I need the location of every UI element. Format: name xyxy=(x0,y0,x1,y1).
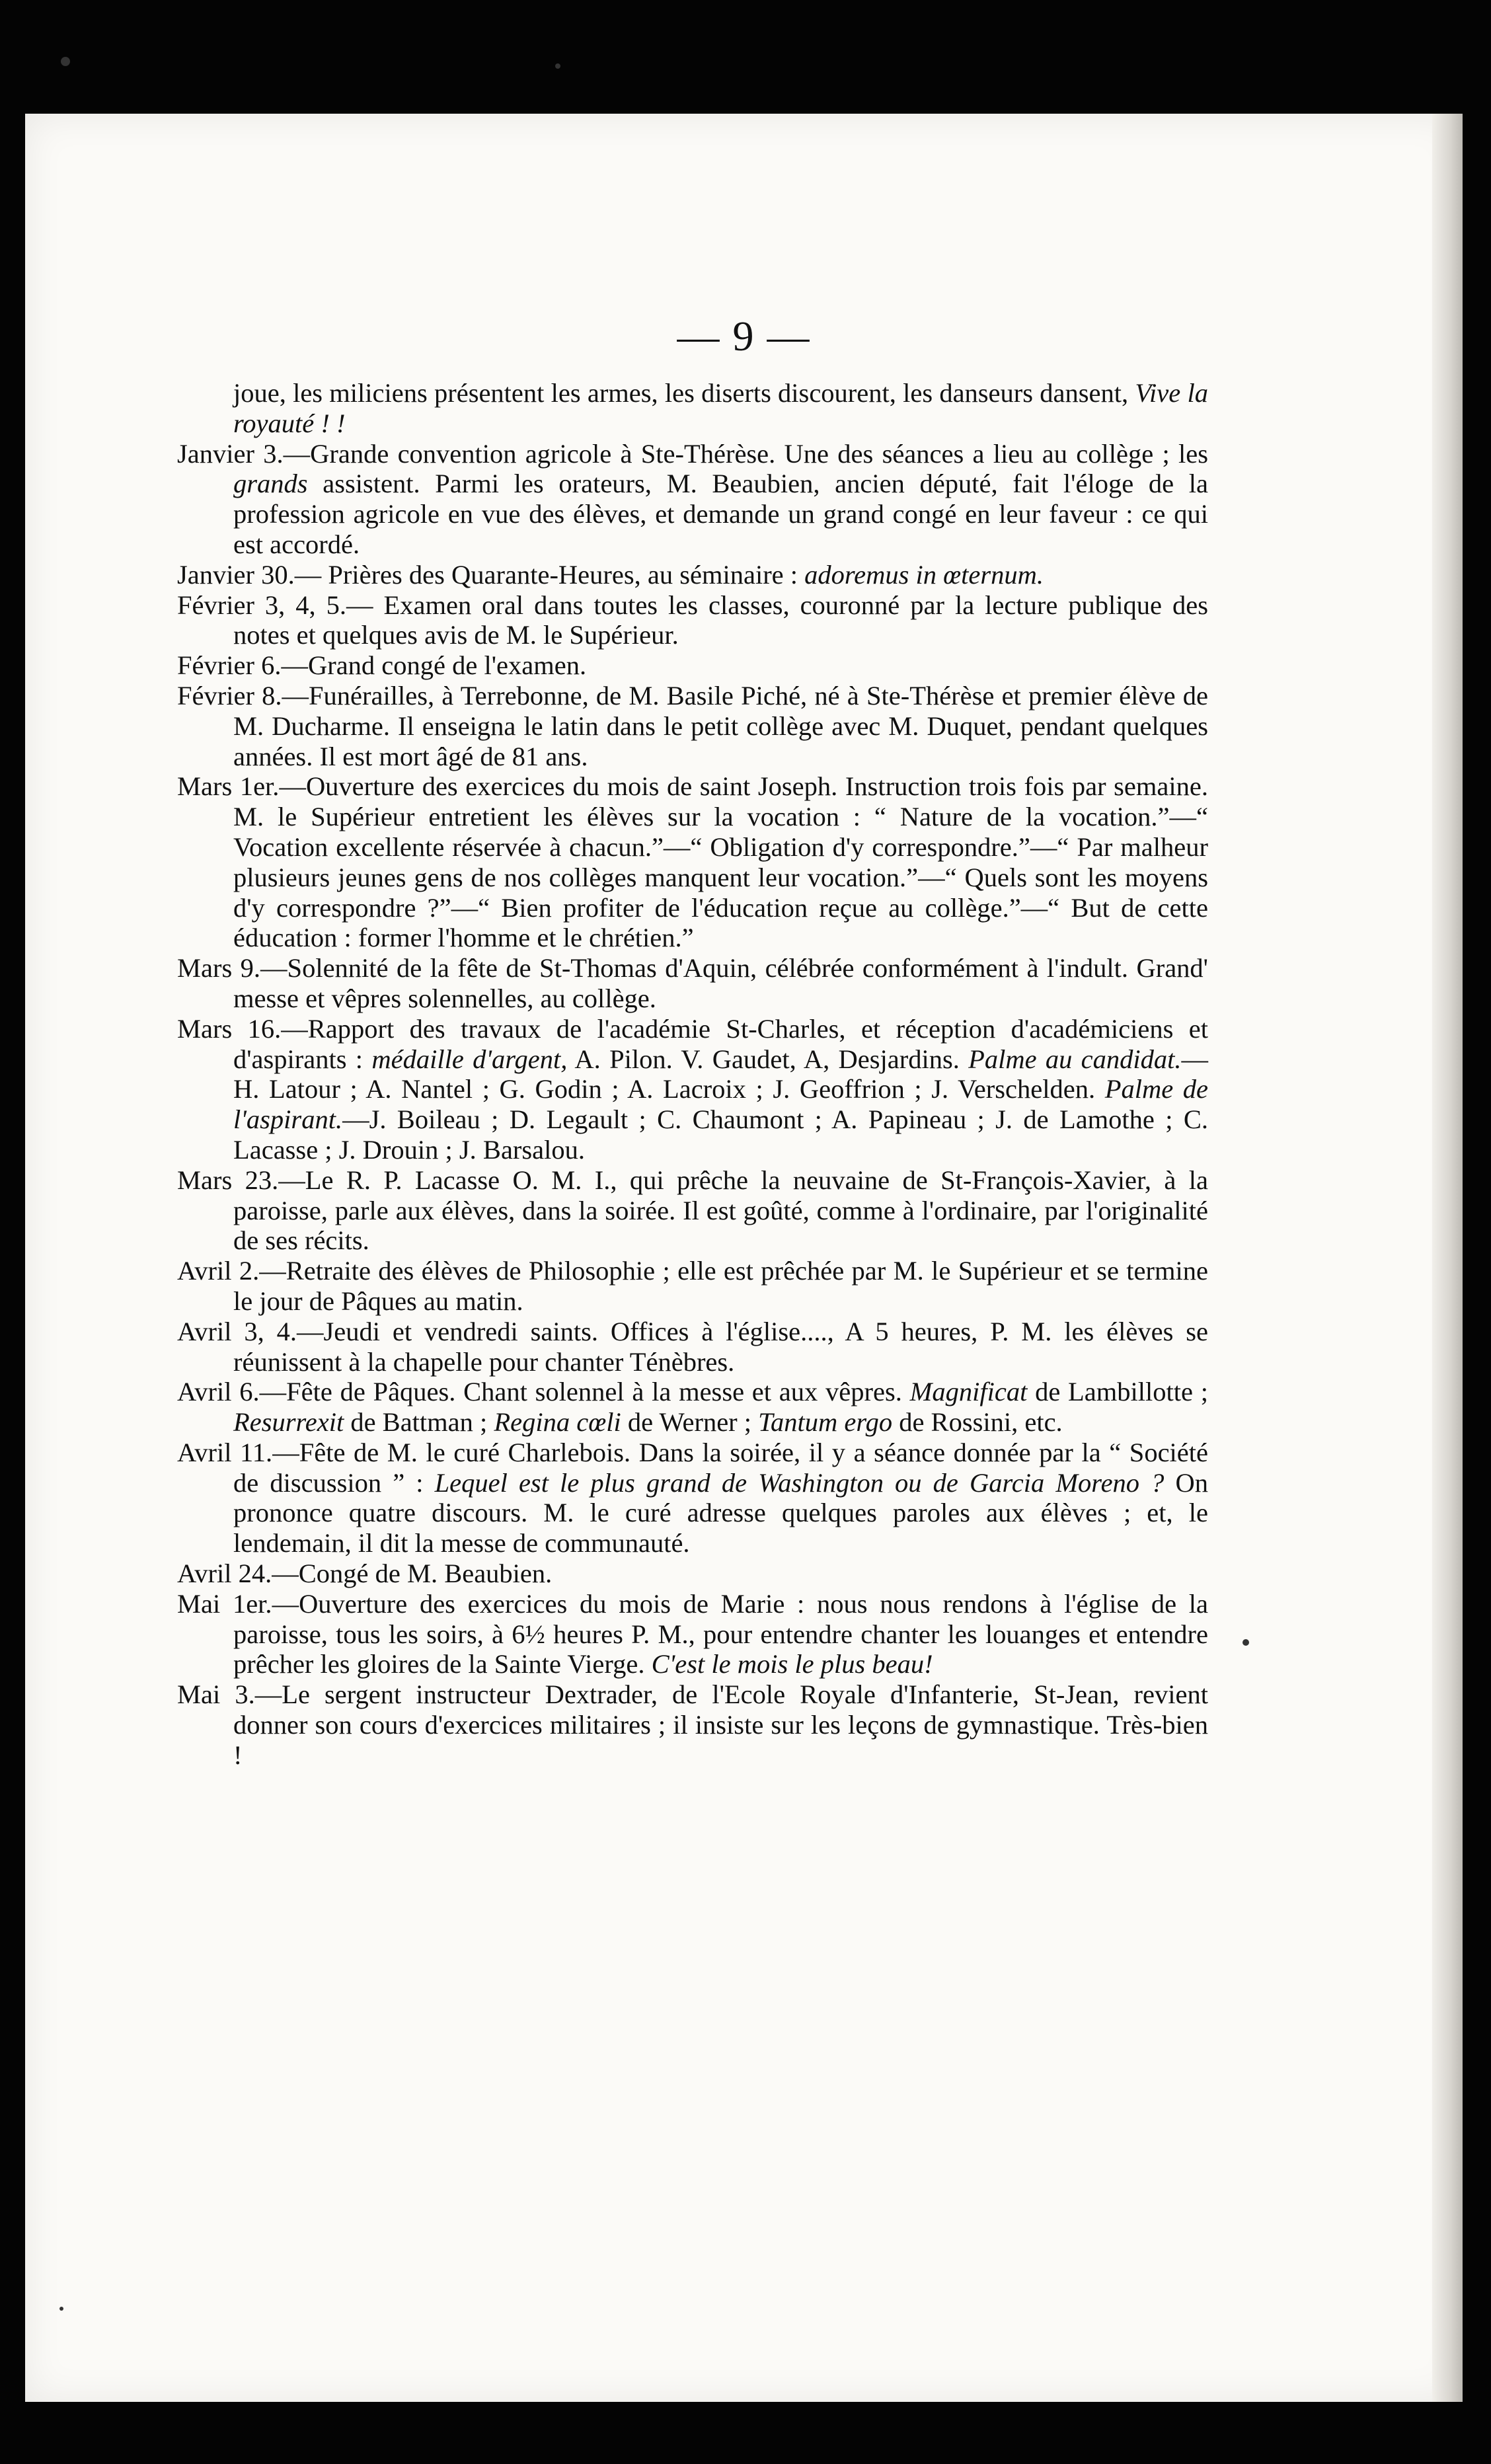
entry-text: assistent. Parmi les orateurs, M. Beaubien, ancien député, fait l'éloge de la profession agricole en vue des élèves, et demande un grand congé en leur faveur : ce qui est accordé. xyxy=(233,469,1208,559)
entry-italic-text: C'est le mois le plus beau! xyxy=(651,1649,933,1679)
chronicle-entry xyxy=(177,590,1208,651)
entry-text: —Le R. P. Lacasse O. M. I., qui prêche la neuvaine de St-François-Xavier, à la paroisse, parle aux élèves, dans la soirée. Il est goûté, comme à l'ordinaire, par l'originalité de ses récits. xyxy=(233,1165,1208,1256)
page-edge xyxy=(1432,114,1463,2402)
entry-text: — Prières des Quarante-Heures, au séminaire : xyxy=(294,559,805,590)
entry-text: —Funérailles, à Terrebonne, de M. Basile Piché, né à Ste-Thérèse et premier élève de M. Ducharme. Il enseigna le latin dans le petit collège avec M. Duquet, pendant quelques années. Il est mort âgé de 81 ans. xyxy=(233,680,1208,771)
entry-italic-text: Vive la royauté ! ! xyxy=(233,378,1208,438)
entry-text: joue, les miliciens présentent les armes, les diserts discourent, les danseurs dansent, xyxy=(233,378,1135,408)
chronicle-entry xyxy=(177,1014,1208,1165)
page-number: — 9 — xyxy=(677,313,811,360)
entry-date: Avril 24. xyxy=(177,1559,272,1589)
chronicle-entry xyxy=(177,681,1208,771)
entry-text: —Solennité de la fête de St-Thomas d'Aquin, célébrée conformément à l'indult. Grand' messe et vêpres solennelles, au collège. xyxy=(233,953,1208,1013)
dust-speck xyxy=(61,57,70,66)
entry-italic-text: adoremus in œternum. xyxy=(804,559,1044,590)
chronicle-entry xyxy=(177,1256,1208,1317)
chronicle-entry xyxy=(177,650,1208,681)
entry-text: —H. Latour ; A. Nantel ; G. Godin ; A. Lacroix ; J. Geoffrion ; J. Verschelden. xyxy=(233,1044,1209,1104)
entry-date: Avril 6. xyxy=(177,1377,260,1407)
dust-speck xyxy=(1242,1639,1249,1646)
entry-italic-text: Tantum ergo xyxy=(758,1407,893,1438)
chronicle-entry xyxy=(177,378,1208,439)
entry-text: —Rapport des travaux de l'académie St-Charles, et réception d'académiciens et d'aspirants : xyxy=(233,1013,1208,1074)
entry-text: A. Pilon. V. Gaudet, A, Desjardins. xyxy=(567,1044,969,1074)
entry-date: Février 3, 4, 5. xyxy=(177,590,347,620)
entry-date: Mars 1er. xyxy=(177,771,280,802)
entry-text: —Ouverture des exercices du mois de Marie : nous nous rendons à l'église de la paroisse, tous les soirs, à 6½ heures P. M., pour entendre chanter les louanges et entendre prêcher les gloires de la Sainte Vierge. xyxy=(233,1588,1208,1679)
entry-date: Avril 11. xyxy=(177,1437,273,1467)
entry-text: de Lambillotte ; xyxy=(1027,1377,1209,1407)
entry-date: Mai 1er. xyxy=(177,1588,272,1619)
entry-italic-text: Palme de l'aspirant. xyxy=(233,1074,1208,1135)
entry-italic-text: Magnificat xyxy=(909,1377,1028,1407)
entry-text: —Ouverture des exercices du mois de saint Joseph. Instruction trois fois par semaine. M. le Supérieur entretient les élèves sur la vocation : “ Nature de la vocation.”—“ Vocation excellente réservée à chacun.”—“ Obligation d'y correspondre.”—“ Par malheur plusieurs jeunes gens de nos collèges manquent leur vocation.”—“ Quels sont les moyens d'y correspondre ?”—“ Bien profiter de l'éducation reçue au collège.”—“ But de cette éducation : former l'homme et le chrétien.” xyxy=(233,771,1208,953)
entry-text: On prononce quatre discours. M. le curé adresse quelques paroles aux élèves ; et, le lendemain, il dit la messe de communauté. xyxy=(233,1467,1209,1559)
entry-italic-text: Resurrexit xyxy=(233,1407,344,1438)
entry-italic-text: médaille d'argent, xyxy=(371,1044,568,1074)
dust-speck xyxy=(555,63,560,69)
entry-date: Avril 3, 4. xyxy=(177,1316,297,1346)
chronicle-entry xyxy=(177,771,1208,953)
entry-date: Mars 23. xyxy=(177,1165,279,1195)
entry-date: Mars 16. xyxy=(177,1013,282,1044)
entry-text: —Grand congé de l'examen. xyxy=(281,650,587,681)
entry-date: Avril 2. xyxy=(177,1256,260,1286)
entry-text: — Examen oral dans toutes les classes, couronné par la lecture publique des notes et quelques avis de M. le Supérieur. xyxy=(233,590,1208,650)
dust-speck xyxy=(59,2307,63,2311)
chronicle-entry xyxy=(177,1559,1208,1589)
entry-italic-text: grands xyxy=(233,469,308,499)
entry-italic-text: Palme au candidat. xyxy=(968,1044,1182,1074)
entry-text: de Werner ; xyxy=(621,1407,759,1438)
chronicle-entry xyxy=(177,1589,1208,1679)
entry-italic-text: Regina cœli xyxy=(494,1407,621,1438)
entry-text: —Fête de Pâques. Chant solennel à la messe et aux vêpres. xyxy=(259,1377,910,1407)
entry-date: Janvier 3. xyxy=(177,438,284,469)
entry-date: Mars 9. xyxy=(177,953,261,983)
chronicle-entry xyxy=(177,1438,1208,1559)
chronicle-text xyxy=(177,378,1208,1771)
chronicle-entry xyxy=(177,1165,1208,1256)
chronicle-entry xyxy=(177,1317,1208,1377)
chronicle-entry xyxy=(177,1377,1208,1438)
entry-date: Février 6. xyxy=(177,650,282,681)
entry-italic-text: Lequel est le plus grand de Washington ou de Garcia Moreno ? xyxy=(434,1467,1165,1498)
entry-date: Janvier 30. xyxy=(177,559,295,590)
entry-date: Mai 3. xyxy=(177,1679,255,1710)
document-page xyxy=(25,114,1463,2402)
entry-text: —J. Boileau ; D. Legault ; C. Chaumont ; A. Papineau ; J. de Lamothe ; C. Lacasse ; J. Drouin ; J. Barsalou. xyxy=(233,1104,1208,1165)
entry-text: —Le sergent instructeur Dextrader, de l'Ecole Royale d'Infanterie, St-Jean, revient donner son cours d'exercices militaires ; il insiste sur les leçons de gymnastique. Très-bien ! xyxy=(233,1679,1208,1770)
entry-text: —Grande convention agricole à Ste-Thérèse. Une des séances a lieu au collège ; les xyxy=(283,438,1208,469)
chronicle-entry xyxy=(177,560,1208,590)
entry-text: —Jeudi et vendredi saints. Offices à l'église...., A 5 heures, P. M. les élèves se réunissent à la chapelle pour chanter Ténèbres. xyxy=(233,1316,1208,1377)
entry-text: —Fête de M. le curé Charlebois. Dans la soirée, il y a séance donnée par la “ Société de discussion ” : xyxy=(233,1437,1209,1498)
entry-text: de Rossini, etc. xyxy=(892,1407,1063,1438)
entry-text: —Retraite des élèves de Philosophie ; elle est prêchée par M. le Supérieur et se termine le jour de Pâques au matin. xyxy=(233,1256,1208,1316)
entry-text: —Congé de M. Beaubien. xyxy=(272,1559,553,1589)
chronicle-entry xyxy=(177,953,1208,1014)
chronicle-entry xyxy=(177,439,1208,560)
chronicle-entry xyxy=(177,1679,1208,1770)
entry-date: Février 8. xyxy=(177,680,282,711)
entry-text: de Battman ; xyxy=(344,1407,494,1438)
